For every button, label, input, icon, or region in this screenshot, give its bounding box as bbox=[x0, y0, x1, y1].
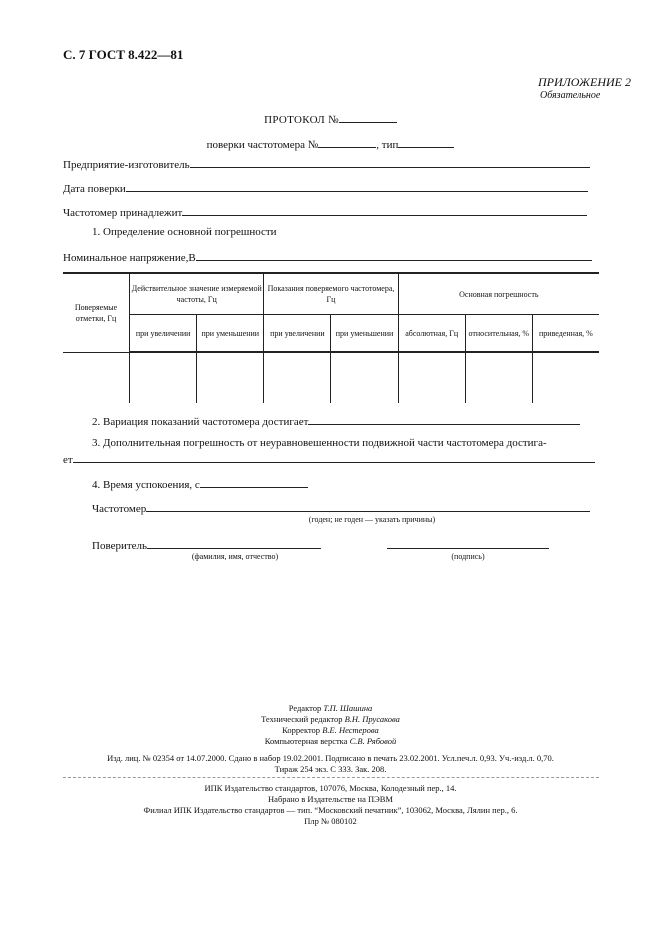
date-field[interactable] bbox=[126, 181, 588, 192]
corrector-name: В.Е. Нестерова bbox=[322, 725, 379, 735]
owner-field[interactable] bbox=[182, 205, 587, 216]
meter-verdict-row bbox=[92, 501, 590, 515]
license-line: Изд. лиц. № 02354 от 14.07.2000. Сдано в набор 19.02.2001. Подписано в печать 23.02.2001. Усл.печ.л. 0,93. Уч.-изд.л. 0,70. bbox=[107, 753, 554, 763]
error-table bbox=[63, 272, 599, 403]
page-header: С. 7 ГОСТ 8.422—81 bbox=[63, 47, 184, 62]
section-4-label: 4. Время успокоения, с bbox=[92, 479, 200, 491]
appendix-block bbox=[538, 76, 631, 102]
table-cell[interactable] bbox=[197, 352, 264, 403]
publisher-block bbox=[0, 783, 661, 827]
table-subheader-row bbox=[63, 315, 599, 353]
editor-name: Т.П. Шашина bbox=[323, 703, 373, 713]
owner-row bbox=[63, 205, 587, 219]
layout-line bbox=[0, 736, 661, 747]
variation-field[interactable] bbox=[308, 414, 580, 425]
editor-label: Редактор bbox=[288, 703, 322, 713]
table-cell[interactable] bbox=[331, 352, 398, 403]
manufacturer-field[interactable] bbox=[190, 157, 590, 168]
meter-verdict-field[interactable] bbox=[146, 501, 590, 512]
col-basic-error: Основная погрешность bbox=[398, 273, 599, 315]
manufacturer-row bbox=[63, 157, 590, 171]
section-3-line-2 bbox=[63, 452, 595, 466]
editor-line bbox=[0, 703, 661, 714]
sub-readings-increase: при увеличении bbox=[264, 315, 331, 353]
sub-absolute-error: абсолютная, Гц bbox=[398, 315, 465, 353]
table-cell[interactable] bbox=[63, 352, 130, 403]
sub-actual-decrease: при уменьшении bbox=[197, 315, 264, 353]
sub-reduced-error: приведенная, % bbox=[532, 315, 599, 353]
sub-readings-decrease: при уменьшении bbox=[331, 315, 398, 353]
signature-hint: (подпись) bbox=[451, 552, 485, 561]
meter-verdict-hint: (годен; не годен — указать причины) bbox=[308, 515, 436, 524]
meter-type-label: , тип bbox=[376, 139, 399, 151]
verifier-name-field[interactable] bbox=[147, 538, 321, 549]
meter-verdict-label: Частотомер bbox=[92, 503, 147, 515]
signature-field[interactable] bbox=[387, 538, 549, 549]
section-4-row bbox=[92, 477, 308, 491]
meter-type-field[interactable] bbox=[398, 137, 454, 148]
sub-relative-error: относительная, % bbox=[465, 315, 532, 353]
license-block bbox=[30, 753, 631, 775]
table-cell[interactable] bbox=[532, 352, 599, 403]
appendix-label: ПРИЛОЖЕНИЕ 2 bbox=[538, 75, 631, 89]
tech-editor-line bbox=[0, 714, 661, 725]
section-3-end: ет bbox=[63, 454, 73, 466]
table-header-row bbox=[63, 273, 599, 315]
settling-time-field[interactable] bbox=[200, 477, 308, 488]
verifier-label: Поверитель bbox=[92, 540, 148, 552]
branch-line: Филиал ИПК Издательство стандартов — тип. “Московский печатник”, 103062, Москва, Лялин пер., 6. bbox=[143, 805, 518, 815]
owner-label: Частотомер принадлежит bbox=[63, 207, 183, 219]
tech-editor-name: В.Н. Прусакова bbox=[344, 714, 400, 724]
tech-editor-label: Технический редактор bbox=[261, 714, 343, 724]
verifier-name-hint: (фамилия, имя, отчество) bbox=[191, 552, 279, 561]
table-row bbox=[63, 352, 599, 403]
imprint-divider bbox=[63, 777, 599, 778]
layout-name: С.В. Рябовой bbox=[349, 736, 397, 746]
section-2-row bbox=[92, 414, 580, 428]
plr-line: Плр № 080102 bbox=[304, 816, 357, 826]
print-run-line: Тираж 254 экз. С 333. Зак. 208. bbox=[274, 764, 387, 774]
typeset-line: Набрано в Издательстве на ПЭВМ bbox=[268, 794, 393, 804]
layout-label: Компьютерная верстка bbox=[264, 736, 348, 746]
corrector-label: Корректор bbox=[282, 725, 321, 735]
section-2-label: 2. Вариация показаний частотомера достигает bbox=[92, 416, 309, 428]
sub-actual-increase: при увеличении bbox=[130, 315, 197, 353]
verifier-row bbox=[92, 538, 321, 552]
protocol-title-text: ПРОТОКОЛ № bbox=[264, 114, 339, 126]
table-cell[interactable] bbox=[398, 352, 465, 403]
table-cell[interactable] bbox=[264, 352, 331, 403]
appendix-status: Обязательное bbox=[540, 90, 601, 101]
table-cell[interactable] bbox=[465, 352, 532, 403]
meter-number-label: поверки частотомера № bbox=[206, 139, 319, 151]
manufacturer-label: Предприятие-изготовитель bbox=[63, 159, 190, 171]
voltage-field[interactable] bbox=[196, 250, 592, 261]
voltage-label: Номинальное напряжение,В bbox=[63, 252, 196, 264]
col-checked-marks: Поверяемые отметки, Гц bbox=[63, 273, 130, 352]
col-meter-readings: Показания поверяемого частотомера, Гц bbox=[264, 273, 398, 315]
table-cell[interactable] bbox=[130, 352, 197, 403]
protocol-title bbox=[0, 112, 661, 126]
imprint-credits bbox=[0, 703, 661, 747]
meter-number-field[interactable] bbox=[318, 137, 376, 148]
date-row bbox=[63, 181, 588, 195]
section-1-heading: 1. Определение основной погрешности bbox=[92, 226, 277, 238]
protocol-subtitle bbox=[0, 137, 661, 151]
voltage-row bbox=[63, 250, 592, 264]
publisher-line: ИПК Издательство стандартов, 107076, Москва, Колодезный пер., 14. bbox=[204, 783, 457, 793]
section-3-line-1: 3. Дополнительная погрешность от неуравновешенности подвижной части частотомера достига- bbox=[92, 437, 547, 449]
date-label: Дата поверки bbox=[63, 183, 126, 195]
additional-error-field[interactable] bbox=[73, 452, 595, 463]
corrector-line bbox=[0, 725, 661, 736]
col-actual-value: Действительное значение измеряемой частоты, Гц bbox=[130, 273, 264, 315]
protocol-number-field[interactable] bbox=[339, 112, 397, 123]
